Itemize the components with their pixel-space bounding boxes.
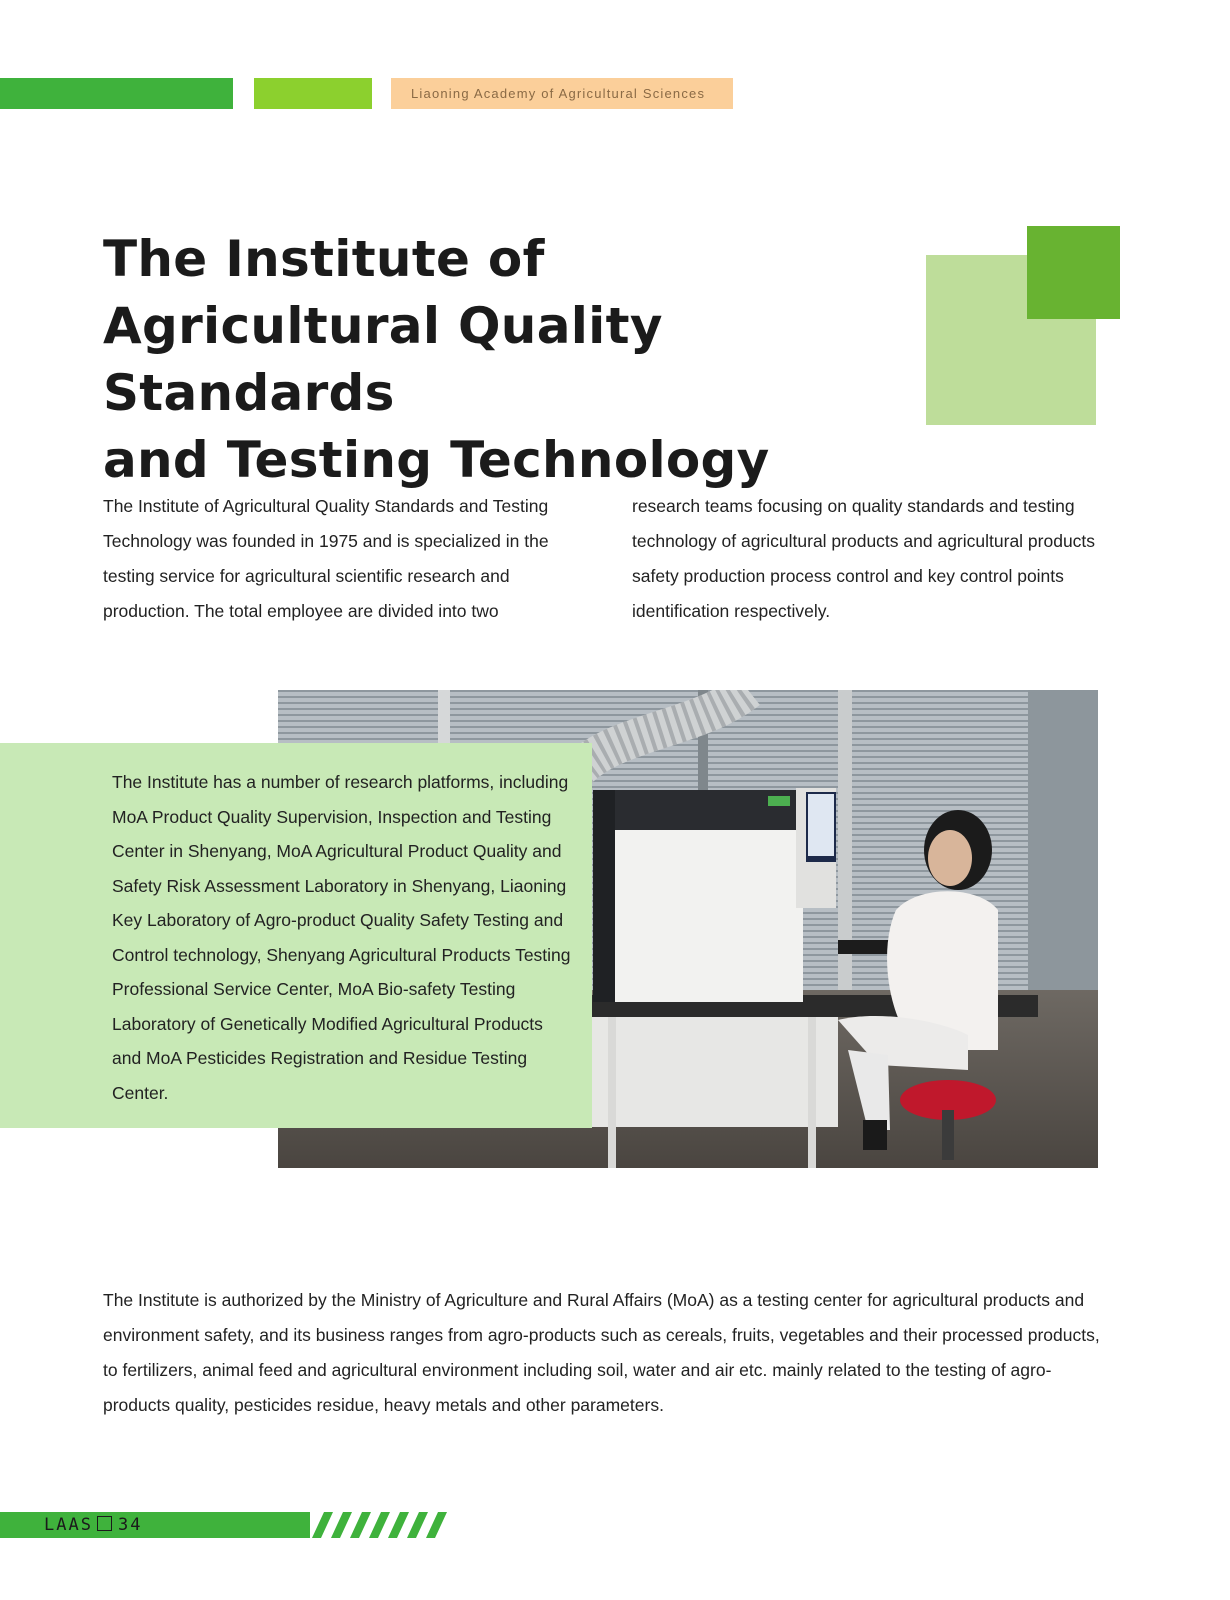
footer-stripes (300, 1512, 455, 1538)
authorization-paragraph: The Institute is authorized by the Ministry of Agriculture and Rural Affairs (MoA) as a testing center for agricultural products and environment safety, and its business ranges from agro-products such as cereals, fruits, vegetables and their processed products, to fertilizers, animal feed and agricultural environment including soil, water and air etc. mainly related to the testing of agro-products quality, pesticides residue, heavy metals and other parameters. (103, 1290, 1100, 1415)
header-bar-light-green (254, 78, 372, 109)
page-title-line-2: Agricultural Quality Standards (103, 297, 663, 422)
page-number: 34 (117, 1515, 143, 1535)
platforms-panel (0, 743, 592, 1128)
footer-label (44, 1512, 142, 1538)
platforms-text: The Institute has a number of research platforms, including MoA Product Quality Supervision, Inspection and Testing Center in Shenyang, MoA Agricultural Product Quality and Safety Risk Assessment Laboratory in Shenyang, Liaoning Key Laboratory of Agro-product Quality Safety Testing and Control technology, Shenyang Agricultural Products Testing Professional Service Center, MoA Bio-safety Testing Laboratory of Genetically Modified Agricultural Products and MoA Pesticides Registration and Residue Testing Center. (112, 772, 571, 1103)
footer-brand: LAAS (44, 1515, 93, 1535)
decor-square-dark (1027, 226, 1120, 319)
footer-square-icon (97, 1516, 112, 1531)
page-title-line-3: and Testing Technology (103, 431, 770, 489)
intro-column-right: research teams focusing on quality standards and testing technology of agricultural products and agricultural products safety production process control and key control points identification respectively. (632, 496, 1096, 621)
intro-column-left: The Institute of Agricultural Quality Standards and Testing Technology was founded in 1975 and is specialized in the testing service for agricultural scientific research and production. The total employee are divided into two (103, 496, 549, 621)
header-bar-green (0, 78, 233, 109)
page-title-line-1: The Institute of (103, 230, 545, 288)
header-tag: Liaoning Academy of Agricultural Sciences (391, 78, 733, 109)
page-title (103, 226, 923, 494)
